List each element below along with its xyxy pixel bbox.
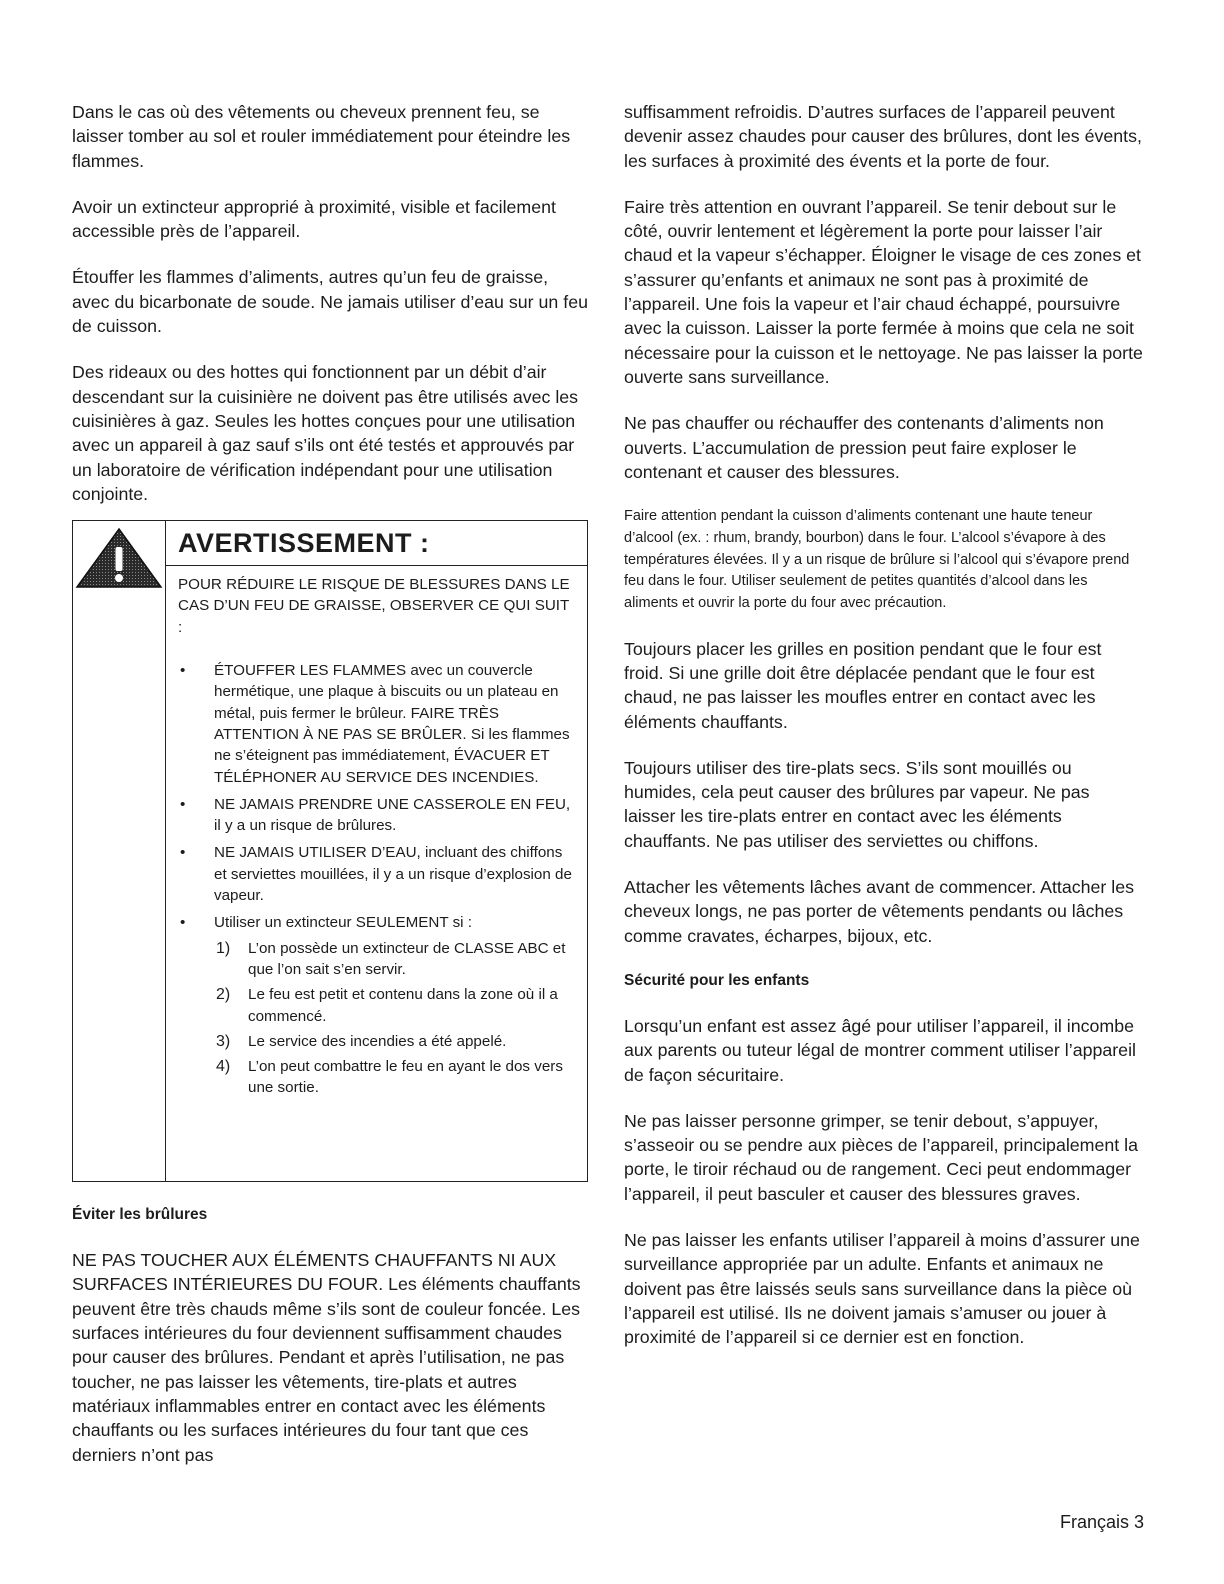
warning-box	[72, 520, 588, 1182]
sublist-item	[214, 1056, 575, 1099]
warning-icon-cell	[73, 521, 166, 1181]
page-number: Français 3	[1059, 1512, 1144, 1532]
paragraph-smother-flames: Étouffer les flammes d’aliments, autres qu’un feu de graisse, avec du bicarbonate de soude. Ne jamais utiliser d’eau sur un feu de cuisson.	[72, 267, 588, 337]
sublist-text: Le service des incendies a été appelé.	[248, 1032, 507, 1050]
warning-title: AVERTISSEMENT :	[166, 521, 587, 566]
sublist-text: L’on peut combattre le feu en ayant le dos vers une sortie.	[248, 1058, 563, 1097]
warning-triangle-icon	[75, 527, 163, 589]
paragraph-containers: Ne pas chauffer ou réchauffer des contenants d’aliments non ouverts. L’accumulation de pression peut faire exploser le contenant et causer des blessures.	[624, 413, 1104, 482]
paragraph-supervision: Ne pas laisser les enfants utiliser l’appareil à moins d’assurer une surveillance appropriée par un adulte. Enfants et animaux ne doivent pas être laissés seuls sans surveillance dans la pièce où l’appareil est utilisé. Ils ne doivent jamais s’amuser ou jouer à proximité de l’appareil si ce dernier est en fonction.	[624, 1230, 1140, 1348]
list-item-text: Utiliser un extincteur SEULEMENT si :	[214, 914, 472, 932]
sublist-number: 2)	[216, 986, 231, 1004]
list-item	[178, 794, 575, 837]
bullet: •	[180, 795, 186, 813]
warning-list	[178, 660, 575, 1099]
child-safety-heading: Sécurité pour les enfants	[624, 971, 810, 989]
warning-intro: POUR RÉDUIRE LE RISQUE DE BLESSURES DANS LE CAS D’UN FEU DE GRAISSE, OBSERVER CE QUI SUIT :	[178, 576, 570, 636]
paragraph-extinguisher: Avoir un extincteur approprié à proximité, visible et facilement accessible près de l’appareil.	[72, 196, 556, 242]
list-item	[178, 842, 575, 906]
paragraph-burns: NE PAS TOUCHER AUX ÉLÉMENTS CHAUFFANTS NI AUX SURFACES INTÉRIEURES DU FOUR. Les éléments chauffants peuvent être très chauds même s’ils sont de couleur foncée. Les surfaces intérieures du four deviennent suffisamment chaudes pour causer des brûlures. Pendant et après l’utilisation, ne pas toucher, ne pas laisser les vêtements, tire-plats et autres matériaux inflammables entrer en contact avec les éléments chauffants ou les surfaces intérieures du four tant que ces derniers n’ont pas	[72, 1250, 581, 1465]
paragraph-racks: Toujours placer les grilles en position pendant que le four est froid. Si une grille doit être déplacée pendant que le four est chaud, ne pas laisser les moufles entrer en contact avec les éléments chauffants.	[624, 638, 1102, 732]
paragraph-clothing-fire: Dans le cas où des vêtements ou cheveux prennent feu, se laisser tomber au sol et rouler immédiatement pour éteindre les flammes.	[72, 102, 571, 171]
extinguisher-conditions	[214, 938, 575, 1099]
paragraph-open-appliance: Faire très attention en ouvrant l’appareil. Se tenir debout sur le côté, ouvrir lentement et légèrement la porte pour laisser l’air chaud et la vapeur s’échapper. Éloigner le visage de ces zones et s’assurer qu’enfants et animaux ne sont pas à proximité de l’appareil. Une fois la vapeur et l’air chaud échappé, poursuivre avec la cuisson. Laisser la porte fermée à moins que cela ne soit nécessaire pour la cuisson et le nettoyage. Ne pas laisser la porte ouverte sans surveillance.	[624, 196, 1143, 387]
sublist-number: 3)	[216, 1032, 231, 1050]
sublist-number: 4)	[216, 1058, 231, 1076]
paragraph-climbing: Ne pas laisser personne grimper, se tenir debout, s’appuyer, s’asseoir ou se pendre aux pièces de l’appareil, principalement la porte, le tiroir réchaud ou de rangement. Ceci peut endommager l’appareil, il peut basculer et causer des blessures graves.	[624, 1110, 1138, 1204]
list-item	[178, 660, 575, 788]
bullet: •	[180, 662, 186, 680]
list-item-text: NE JAMAIS PRENDRE UNE CASSEROLE EN FEU, il y a un risque de brûlures.	[214, 795, 571, 835]
sublist-text: L’on possède un extincteur de CLASSE ABC et que l’on sait s’en servir.	[248, 939, 566, 978]
right-column	[624, 100, 1144, 1350]
paragraph-surfaces: suffisamment refroidis. D’autres surfaces de l’appareil peuvent devenir assez chaudes pour causer des brûlures, dont les évents, les surfaces à proximité des évents et la porte de four.	[624, 102, 1142, 171]
paragraph-child-age: Lorsqu’un enfant est assez âgé pour utiliser l’appareil, il incombe aux parents ou tuteur légal de montrer comment utiliser l’appareil de façon sécuritaire.	[624, 1015, 1136, 1085]
bullet: •	[180, 914, 186, 932]
paragraph-potholders: Toujours utiliser des tire-plats secs. S’ils sont mouillés ou humides, cela peut causer des brûlures par vapeur. Ne pas laisser les tire-plats entrer en contact avec les éléments chauffants. Ne pas utiliser des serviettes ou chiffons.	[624, 757, 1090, 851]
bullet: •	[180, 844, 186, 862]
warning-body	[166, 566, 587, 1099]
left-column	[72, 100, 588, 1467]
list-item-text: NE JAMAIS UTILISER D’EAU, incluant des chiffons et serviettes mouillées, il y a un risque d’explosion de vapeur.	[214, 844, 572, 905]
paragraph-hoods: Des rideaux ou des hottes qui fonctionnent par un débit d’air descendant sur la cuisinière ne doivent pas être utilisés avec les cuisinières à gaz. Seules les hottes conçues pour une utilisation avec un appareil à gaz sauf s’ils ont été testés et approuvés par un laboratoire de vérification indépendant pour une utilisation conjointe.	[72, 362, 579, 504]
sublist-text: Le feu est petit et contenu dans la zone où il a commencé.	[248, 986, 558, 1025]
paragraph-clothing: Attacher les vêtements lâches avant de commencer. Attacher les cheveux longs, ne pas porter de vêtements pendants ou lâches comme cravates, écharpes, bijoux, etc.	[624, 877, 1134, 946]
burns-heading: Éviter les brûlures	[72, 1206, 208, 1224]
list-item-text: ÉTOUFFER LES FLAMMES avec un couvercle hermétique, une plaque à biscuits ou un plateau en métal, puis fermer le brûleur. FAIRE TRÈS ATTENTION À NE PAS SE BRÛLER. Si les flammes ne s’éteignent pas immédiatement, ÉVACUER ET TÉLÉPHONER AU SERVICE DES INCENDIES.	[214, 662, 570, 786]
sublist-item	[214, 984, 575, 1027]
list-item	[178, 912, 575, 1098]
sublist-item	[214, 938, 575, 981]
sublist-number: 1)	[216, 939, 231, 957]
warning-content	[166, 521, 587, 1181]
paragraph-alcohol: Faire attention pendant la cuisson d’aliments contenant une haute teneur d’alcool (ex. : rhum, brandy, bourbon) dans le four. L’alcool s’évapore à des températures élevées. Il y a un risque de brûlure si l’alcool qui s’évapore prend feu dans le four. Utiliser seulement de petites quantités d’alcool dans les aliments et ouvrir la porte du four avec précaution.	[624, 508, 1130, 611]
sublist-item	[214, 1031, 575, 1052]
